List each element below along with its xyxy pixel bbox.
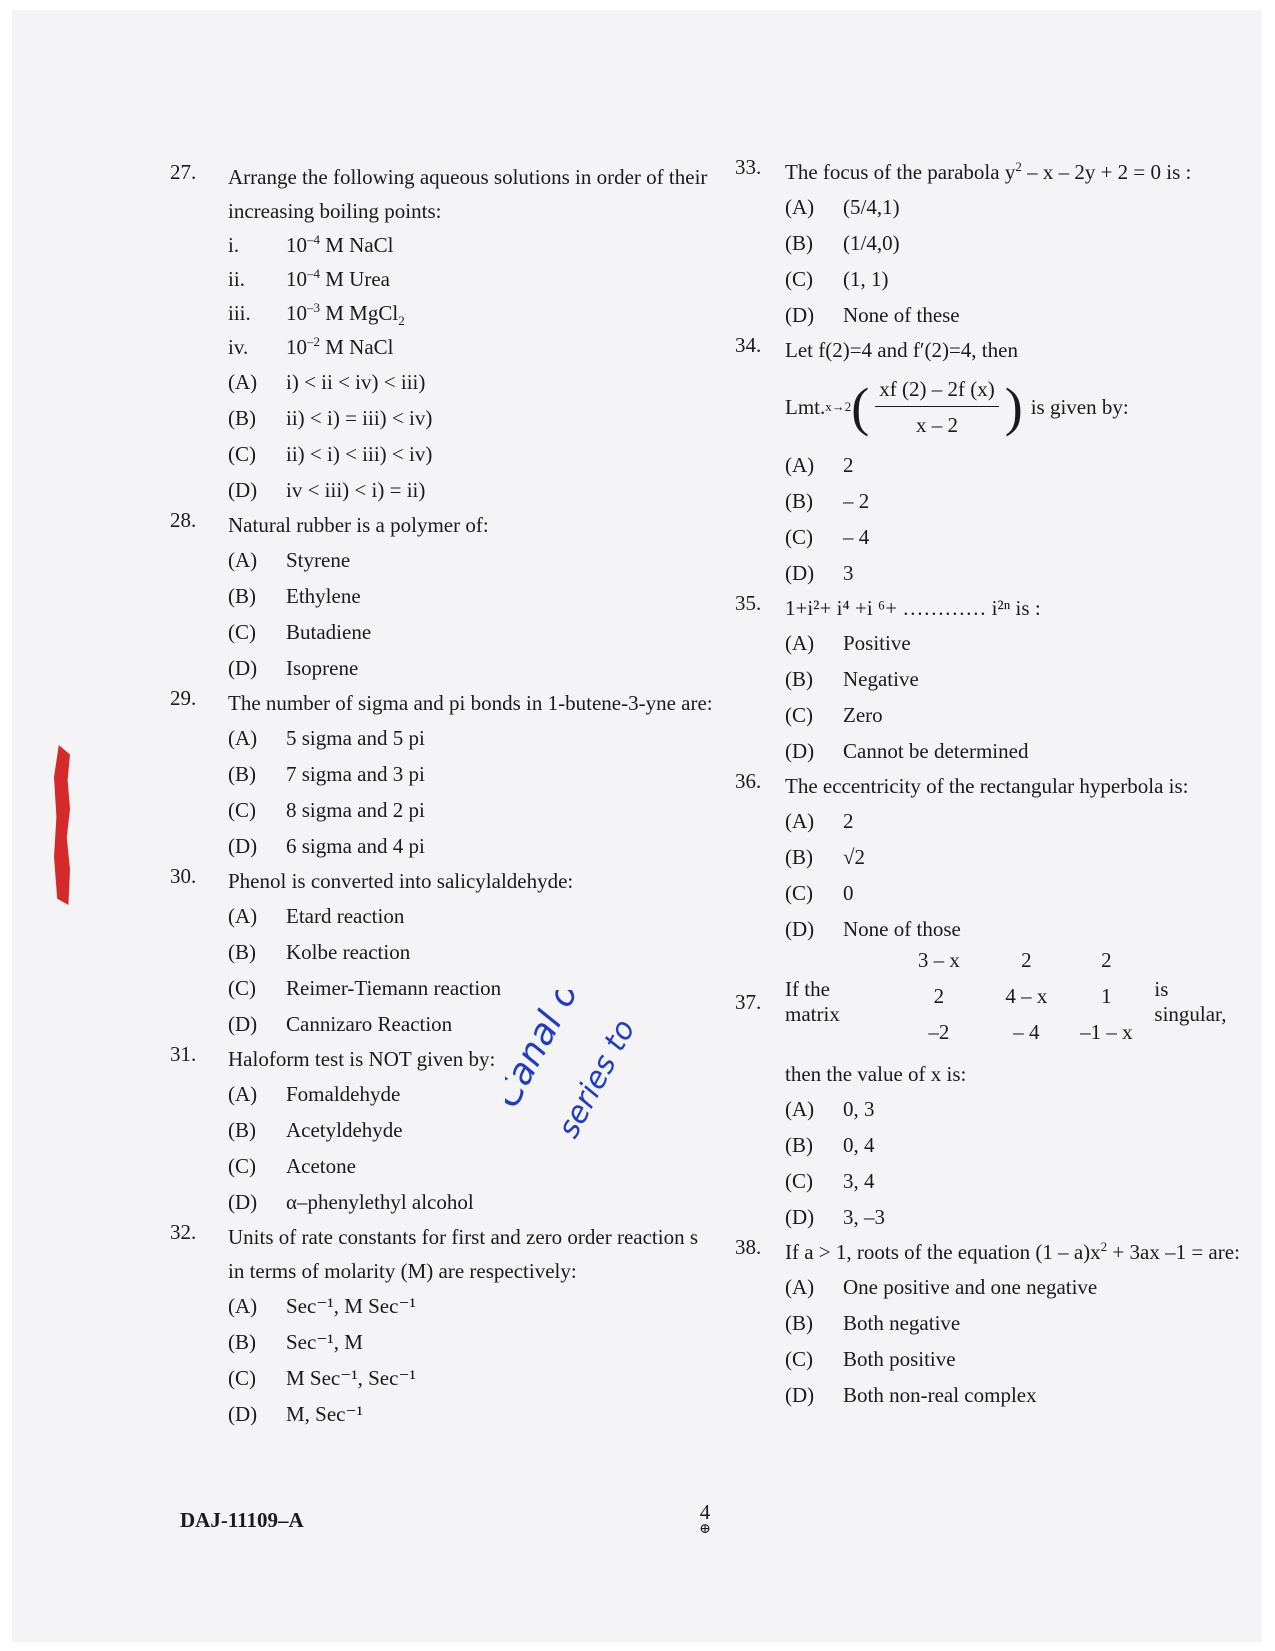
option-d: (D) 3, –3	[785, 1205, 885, 1229]
option-d: (D) Both non-real complex	[785, 1383, 1037, 1407]
matrix-cell: 3 – x	[917, 948, 960, 972]
handwriting-line-2: series to	[551, 1013, 643, 1144]
question-text: Natural rubber is a polymer of:	[228, 513, 489, 537]
sub-item: ii. $10^{-4}$ M Urea	[228, 266, 390, 291]
option-d: (D) None of these	[785, 303, 960, 327]
option-c: (C) 8 sigma and 2 pi	[228, 798, 425, 822]
option-c: (C) – 4	[785, 525, 870, 549]
question-text: Phenol is converted into salicylaldehyde:	[228, 869, 574, 893]
option-c: (C) Reimer-Tiemann reaction	[228, 976, 502, 1000]
handwritten-note	[505, 990, 670, 1160]
question-36	[735, 769, 1240, 947]
left-column	[170, 160, 715, 1432]
question-number: 34.	[735, 333, 762, 357]
option-b: (B) ii) < i) = iii) < iv)	[228, 406, 433, 430]
option-d: (D) iv < iii) < i) = ii)	[228, 478, 426, 502]
option-c: (C) Acetone	[228, 1154, 356, 1178]
option-b: (B) (1/4,0)	[785, 231, 900, 255]
matrix	[891, 948, 1146, 1056]
question-37	[735, 947, 1240, 1235]
matrix-cell: 4 – x	[1005, 984, 1048, 1008]
option-c: (C) 0	[785, 881, 854, 905]
option-b: (B) Ethylene	[228, 584, 361, 608]
torn-edge	[54, 745, 70, 905]
option-b: (B) – 2	[785, 489, 870, 513]
question-text: then the value of x is:	[785, 1062, 967, 1086]
question-number: 37.	[735, 989, 762, 1014]
question-number: 29.	[170, 686, 197, 710]
question-text: The focus of the parabola $y^2 - x - 2y + 2 = 0$ is :	[785, 159, 1192, 184]
option-d: (D) 3	[785, 561, 854, 585]
option-c: (C) 3, 4	[785, 1169, 875, 1193]
option-b: (B) Both negative	[785, 1311, 961, 1335]
option-c: (C) Butadiene	[228, 620, 372, 644]
option-b: (B) 0, 4	[785, 1133, 875, 1157]
option-c: (C) Both positive	[785, 1347, 956, 1371]
matrix-cell: 1	[1101, 984, 1112, 1008]
page-number: 4 ⊕	[690, 1500, 720, 1538]
question-29	[170, 686, 715, 864]
option-a: (A) i) < ii < iv) < iii)	[228, 370, 426, 394]
question-text: The number of sigma and pi bonds in 1-butene-3-yne are:	[228, 691, 713, 715]
option-a: (A) 0, 3	[785, 1097, 875, 1121]
right-column	[735, 155, 1240, 1413]
option-b: (B) Negative	[785, 667, 919, 691]
option-c: (C) ii) < i) < iii) < iv)	[228, 442, 433, 466]
question-number: 28.	[170, 508, 197, 532]
question-number: 36.	[735, 769, 762, 793]
question-38	[735, 1235, 1240, 1413]
sub-item: iii. $10^{-3}$ M MgCl$_2$	[228, 300, 405, 329]
matrix-cell: –1 – x	[1080, 1020, 1133, 1044]
handwriting-strokes	[505, 990, 670, 1160]
option-d: (D) 6 sigma and 4 pi	[228, 834, 425, 858]
question-number: 31.	[170, 1042, 197, 1066]
option-b: (B) Sec⁻¹, M	[228, 1330, 363, 1354]
option-a: (A) 2	[785, 809, 854, 833]
matrix-cell: 2	[1101, 948, 1112, 972]
option-d: (D) M, Sec⁻¹	[228, 1402, 363, 1426]
matrix-expression	[735, 947, 1240, 1057]
question-27	[170, 160, 715, 508]
question-32	[170, 1220, 715, 1432]
matrix-cell: –2	[928, 1020, 950, 1044]
option-d: (D) α–phenylethyl alcohol	[228, 1190, 474, 1214]
question-28	[170, 508, 715, 686]
option-a: (A) 2	[785, 453, 854, 477]
option-a: (A) Etard reaction	[228, 904, 405, 928]
question-text: If a > 1, roots of the equation $(1 - a)x^2 + 3ax$ –1 = are:	[785, 1239, 1240, 1264]
question-number: 35.	[735, 591, 762, 615]
question-33	[735, 155, 1240, 333]
question-number: 27.	[170, 160, 197, 184]
matrix-cell: – 4	[1013, 1020, 1040, 1044]
left-paren: (	[851, 377, 870, 437]
matrix-suffix: is singular,	[1154, 977, 1227, 1026]
question-text: 1+i²+ i⁴ +i ⁶+ ………… i²ⁿ is :	[785, 596, 1041, 620]
option-a: (A) Fomaldehyde	[228, 1082, 401, 1106]
sub-item: iv. $10^{-2}$ M NaCl	[228, 334, 394, 359]
option-c: (C) (1, 1)	[785, 267, 889, 291]
option-b: (B) Acetyldehyde	[228, 1118, 403, 1142]
matrix-prefix: If the matrix	[785, 977, 840, 1026]
option-b: (B) 7 sigma and 3 pi	[228, 762, 425, 786]
question-34	[735, 333, 1240, 591]
option-a: (A) 5 sigma and 5 pi	[228, 726, 425, 750]
denominator: x – 2	[915, 412, 958, 437]
right-paren: )	[1004, 377, 1023, 437]
handwriting-line-1: Canal	[505, 1004, 571, 1115]
question-text: Haloform test is NOT given by:	[228, 1047, 496, 1071]
matrix-cell: 2	[1021, 948, 1032, 972]
paper-code: DAJ-11109–A	[180, 1508, 304, 1532]
matrix-cell: 2	[933, 984, 945, 1008]
question-number: 30.	[170, 864, 197, 888]
question-text: Units of rate constants for first and zero order reaction s in terms of molarity (M) are respectively:	[228, 1225, 698, 1283]
option-c: (C) Zero	[785, 703, 883, 727]
option-a: (A) (5/4,1)	[785, 195, 900, 219]
numerator: xf (2) – 2f (x)	[875, 377, 998, 407]
option-d: (D) Cannizaro Reaction	[228, 1012, 453, 1036]
option-d: (D) None of those	[785, 917, 961, 941]
option-b: (B) √2	[785, 845, 866, 869]
registration-mark-icon: ⊕	[699, 1522, 711, 1537]
option-b: (B) Kolbe reaction	[228, 940, 411, 964]
option-a: (A) One positive and one negative	[785, 1275, 1098, 1299]
option-a: (A) Sec⁻¹, M Sec⁻¹	[228, 1294, 416, 1318]
option-d: (D) Cannot be determined	[785, 739, 1029, 763]
option-d: (D) Isoprene	[228, 656, 359, 680]
sub-item: i. $10^{-4}$ M NaCl	[228, 232, 394, 257]
question-text: Arrange the following aqueous solutions in order of their increasing boiling points:	[228, 165, 708, 223]
question-text: The eccentricity of the rectangular hyperbola is:	[785, 774, 1189, 798]
question-text: Let f(2)=4 and f′(2)=4, then	[785, 338, 1018, 362]
limit-expression: Lmt. x→2 ( $\frac{xf (2) - 2f (x)}{x - 2}$ ) is given by:	[785, 376, 1129, 437]
question-number: 33.	[735, 155, 762, 179]
question-number: 38.	[735, 1235, 762, 1259]
question-35	[735, 591, 1240, 769]
option-a: (A) Positive	[785, 631, 911, 655]
option-a: (A) Styrene	[228, 548, 351, 572]
question-number: 32.	[170, 1220, 197, 1244]
option-c: (C) M Sec⁻¹, Sec⁻¹	[228, 1366, 416, 1390]
fraction	[875, 377, 998, 438]
